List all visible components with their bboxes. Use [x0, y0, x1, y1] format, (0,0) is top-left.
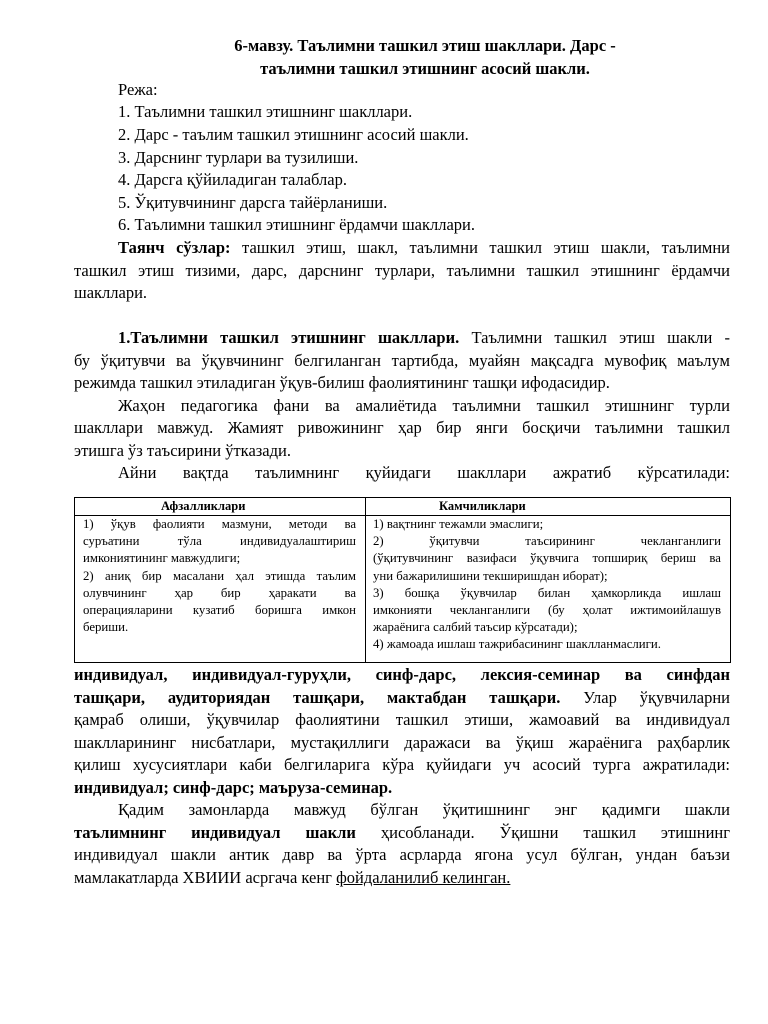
advantage-line: олувчининг ҳар бир ҳаракати ва: [83, 585, 356, 600]
para-4-line-4: шаклларининг нисбатлари, мустақиллиги даражаси ва ўқиш жараёнига раҳбарлик: [74, 733, 730, 752]
para-5-line-1: Қадим замонларда мавжуд бўлган ўқитишнинг энг қадимги шакли: [118, 800, 730, 819]
advantage-line: суръатини тўла индивидуалаштириш: [83, 534, 356, 549]
advantage-line: бериши.: [83, 620, 129, 635]
para-5-line-4: [74, 867, 730, 889]
table-header-advantages: Афзалликлари: [161, 499, 246, 513]
disadvantage-line: (ўқитувчининг вазифаси ўқувчига топшириқ бериш ва: [373, 551, 721, 566]
advantage-line: 1) ўқув фаолияти мазмуни, методи ва: [83, 517, 356, 531]
table-column-divider: [365, 498, 366, 662]
section-1-heading: 1.Таълимни ташкил этишнинг шакллари.: [118, 328, 460, 347]
keywords-line-3: шакллари.: [74, 283, 148, 302]
disadvantage-line: уни бажарилишини текширишдан иборат);: [373, 568, 608, 583]
para-5-underlined-text: фойдаланилиб келинган.: [336, 868, 511, 887]
para-4-line-6: индивидуал; синф-дарс; маъруза-семинар.: [74, 778, 393, 797]
para-4-line-1: индивидуал, индивидуал-гуруҳли, синф-дарс, лексия-семинар ва синфдан: [74, 665, 730, 684]
para-3-line-1: Айни вақтда таълимнинг қуйидаги шакллари ажратиб кўрсатилади:: [118, 463, 730, 482]
advantage-line: операцияларини кузатиб боришга имкон: [83, 603, 356, 618]
para-4-bold-forms: ташқари, аудиториядан ташқари, мактабдан ташқари.: [74, 688, 561, 707]
section-1-line-2: бу ўқитувчи ва ўқувчининг белгиланган тартибда, муайян мақсадга мувофиқ маълум: [74, 351, 730, 370]
table-header-disadvantages: Камчиликлари: [439, 499, 526, 513]
plan-item-3: 3. Дарснинг турлари ва тузилиши.: [118, 148, 359, 167]
keywords-line-2: ташкил этиш тизими, дарс, дарснинг турлари, таълимни ташкил этишнинг ёрдамчи: [74, 261, 730, 280]
section-1-line-3: режимда ташкил этиладиган ўқув-билиш фаолиятининг ташқи ифодасидир.: [74, 373, 610, 392]
disadvantage-line: 1) вақтнинг тежамли эмаслиги;: [373, 517, 544, 531]
plan-heading: Режа:: [118, 80, 158, 99]
plan-item-2: 2. Дарс - таълим ташкил этишнинг асосий шакли.: [118, 125, 469, 144]
plan-item-4: 4. Дарсга қўйиладиган талаблар.: [118, 170, 347, 189]
para-2-line-3: этишга ўз таъсирини ўтказади.: [74, 441, 291, 460]
para-5-line-3: индивидуал шакли антик давр ва ўрта асрларда ягона усул бўлган, ундан баъзи: [74, 845, 730, 864]
disadvantage-line: 4) жамоада ишлаш тажрибасининг шаклланмаслиги.: [373, 637, 661, 652]
table-cell-advantages: [83, 516, 356, 636]
keywords-text: ташкил этиш, шакл, таълимни ташкил этиш шакли, таълимни: [242, 238, 731, 257]
para-4-line-2: [74, 687, 730, 709]
para-4-line-5: қилиш хусусиятлари каби белгиларига кўра қуйидаги уч асосий турга ажратилади:: [74, 755, 730, 774]
para-2-line-1: Жаҳон педагогика фани ва амалиётида таълимни ташкил этишнинг турли: [118, 396, 730, 415]
para-4-text: Улар ўқувчиларни: [583, 688, 730, 707]
para-4-line-3: қамраб олиши, ўқувчилар фаолиятини ташкил этиши, жамоавий ва индивидуал: [74, 710, 730, 729]
plan-item-5: 5. Ўқитувчининг дарсга тайёрланиши.: [118, 193, 388, 212]
table-cell-disadvantages: [373, 516, 721, 654]
advantage-line: имкониятининг мавжудлиги;: [83, 551, 241, 566]
disadvantage-line: 2) ўқитувчи таъсирининг чекланганлиги: [373, 534, 721, 549]
topic-title-line-1: 6-мавзу. Таълимни ташкил этиш шакллари. Дарс -: [234, 36, 616, 55]
advantage-line: 2) аниқ бир масалани ҳал этишда таълим: [83, 568, 356, 583]
para-2-line-2: шакллари мавжуд. Жамият ривожининг ҳар бир янги босқичи таълимни ташкил: [74, 418, 730, 437]
section-1-line-1: [118, 327, 730, 349]
plan-item-1: 1. Таълимни ташкил этишнинг шакллари.: [118, 102, 413, 121]
section-1-text: Таълимни ташкил этиш шакли -: [471, 328, 731, 347]
plan-item-6: 6. Таълимни ташкил этишнинг ёрдамчи шакллари.: [118, 215, 475, 234]
advantages-disadvantages-table: [74, 497, 731, 663]
disadvantage-line: жараёнига салбий таъсир кўрсатади);: [373, 620, 578, 635]
keywords-label: Таянч сўзлар:: [118, 238, 231, 257]
keywords-line-1: [118, 237, 730, 259]
para-5-text: ҳисобланади. Ўқишни ташкил этишнинг: [380, 823, 731, 842]
disadvantage-line: 3) бошқа ўқувчилар билан ҳамкорликда ишлаш: [373, 585, 721, 600]
para-5-text-end: мамлакатларда ХВИИИ асргача кенг: [74, 868, 332, 887]
para-5-line-2: [74, 822, 730, 844]
disadvantage-line: имконияти чекланганлиги (бу ҳолат ижтимоийлашув: [373, 603, 721, 618]
para-5-bold-term: таълимнинг индивидуал шакли: [74, 823, 356, 842]
topic-title-line-2: таълимни ташкил этишнинг асосий шакли.: [260, 59, 590, 78]
